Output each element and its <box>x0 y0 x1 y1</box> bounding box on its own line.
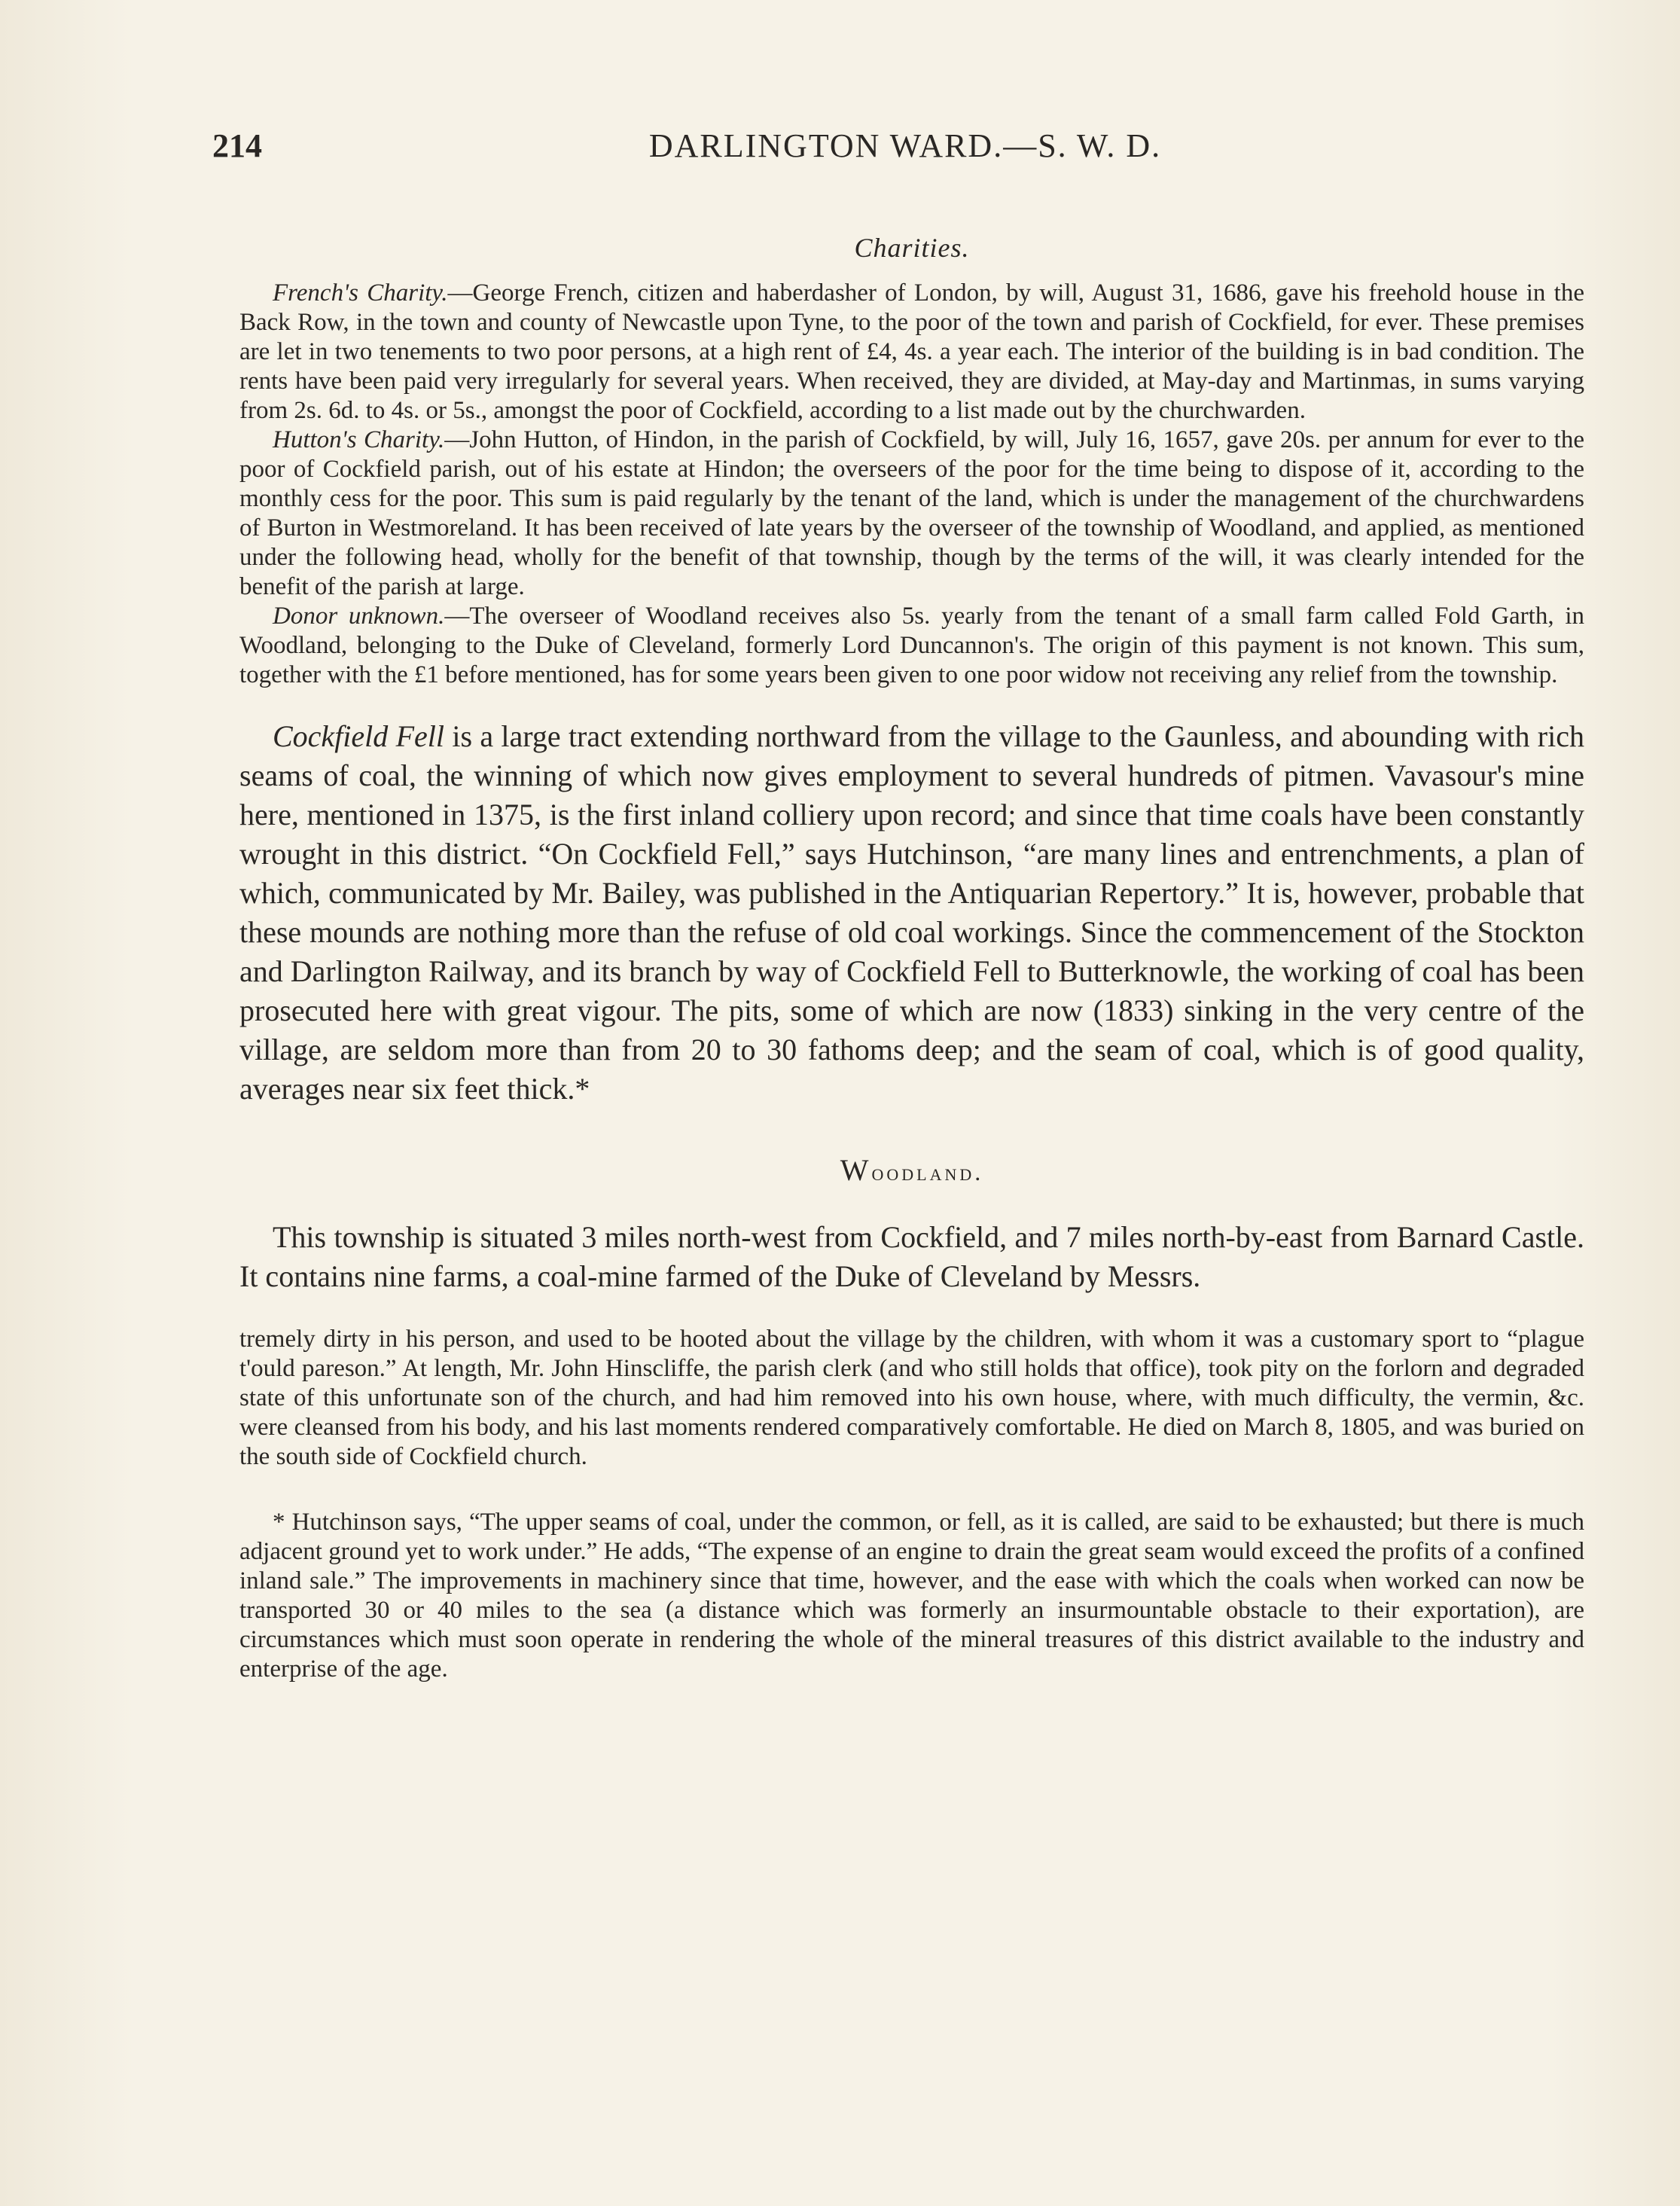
donor-unknown-paragraph <box>239 602 1584 690</box>
french-charity-lead: French's Charity. <box>273 279 448 307</box>
french-charity-text: —George French, citizen and haberdasher of London, by will, August 31, 1686, gave his freehold house in the Back Row, in the town and county of Newcastle upon Tyne, to the poor of the town and parish of Cockfield, for ever. These premises are let in two tenements to two poor persons, at a high rent of £4, 4s. a year each. The interior of the building is in bad condition. The rents have been paid very irregularly for several years. When received, they are divided, at May-day and Martinmas, in sums varying from 2s. 6d. to 4s. or 5s., amongst the poor of Cockfield, according to a list made out by the churchwarden. <box>239 279 1584 424</box>
cockfield-fell-lead: Cockfield Fell <box>273 719 445 753</box>
woodland-heading: Woodland. <box>840 1153 984 1187</box>
french-charity-paragraph <box>239 279 1584 426</box>
woodland-paragraph: This township is situated 3 miles north-west from Cockfield, and 7 miles north-by-east from Barnard Castle. It contains nine farms, a coal-mine farmed of the Duke of Cleveland by Messrs. <box>239 1220 1584 1293</box>
charities-heading: Charities. <box>854 233 970 263</box>
footnote-asterisk: * Hutchinson says, “The upper seams of coal, under the common, or fell, as it is called, are said to be exhausted; but there is much adjacent ground yet to work under.” He adds, “The expense of an engine to drain the great seam would exceed the profits of a confined inland sale.” The improvements in machinery since that time, however, and the ease with which the coals when worked can now be transported 30 or 40 miles to the sea (a distance which was formerly an insurmountable obstacle to their exportation), are circumstances which must soon operate in rendering the whole of the mineral treasures of this district available to the industry and enterprise of the age. <box>239 1509 1584 1683</box>
donor-unknown-lead: Donor unknown. <box>273 603 445 630</box>
page-header <box>212 127 1598 172</box>
hutton-charity-lead: Hutton's Charity. <box>273 426 445 453</box>
donor-unknown-text: —The overseer of Woodland receives also 5s. yearly from the tenant of a small farm called Fold Garth, in Woodland, belonging to the Duke of Cleveland, formerly Lord Duncannon's. The origin of this payment is not known. This sum, together with the £1 before mentioned, has for some years been given to one poor widow not receiving any relief from the township. <box>239 603 1584 688</box>
cockfield-fell-text: is a large tract extending northward from the village to the Gaunless, and abounding with rich seams of coal, the winning of which now gives employment to several hundreds of pitmen. Vavasour's mine here, mentioned in 1375, is the first inland colliery upon record; and since that time coals have been constantly wrought in this district. “On Cockfield Fell,” says Hutchinson, “are many lines and entrenchments, a plan of which, communicated by Mr. Bailey, was published in the Antiquarian Repertory.” It is, however, probable that these mounds are nothing more than the refuse of old coal workings. Since the commencement of the Stockton and Darlington Railway, and its branch by way of Cockfield Fell to Butterknowle, the working of coal has been prosecuted here with great vigour. The pits, some of which are now (1833) sinking in the very centre of the village, are seldom more than from 20 to 30 fathoms deep; and the seam of coal, which is of good quality, averages near six feet thick.* <box>239 719 1584 1106</box>
cockfield-fell-paragraph <box>239 717 1584 1109</box>
running-head: DARLINGTON WARD.—S. W. D. <box>648 127 1162 164</box>
hutton-charity-paragraph <box>239 426 1584 602</box>
page-number: 214 <box>212 127 262 164</box>
page-content <box>239 232 1584 1684</box>
footnote-continued: tremely dirty in his person, and used to be hooted about the village by the children, with whom it was a customary sport to “plague t'ould pareson.” At length, Mr. John Hinscliffe, the parish clerk (and who still holds that office), took pity on the forlorn and degraded state of this unfortunate son of the church, and had him removed into his own house, where, with much difficulty, the vermin, &c. were cleansed from his body, and his last moments rendered comparatively comfortable. He died on March 8, 1805, and was buried on the south side of Cockfield church. <box>239 1326 1584 1470</box>
hutton-charity-text: —John Hutton, of Hindon, in the parish of Cockfield, by will, July 16, 1657, gave 20s. per annum for ever to the poor of Cockfield parish, out of his estate at Hindon; the overseers of the poor for the time being to dispose of it, according to the monthly cess for the poor. This sum is paid regularly by the tenant of the land, which is under the management of the churchwardens of Burton in Westmoreland. It has been received of late years by the overseer of the township of Woodland, and applied, as mentioned under the following head, wholly for the benefit of that township, though by the terms of the will, it was clearly intended for the benefit of the parish at large. <box>239 426 1584 600</box>
